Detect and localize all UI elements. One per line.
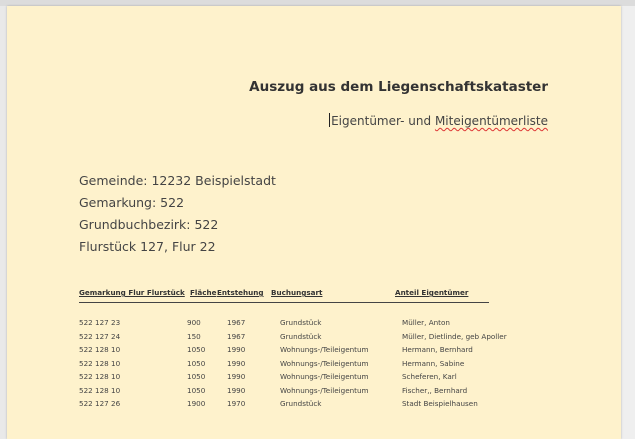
cell-eigentuemer: Müller, Anton — [402, 318, 450, 327]
header-rule — [79, 302, 489, 303]
table-row — [79, 343, 539, 357]
cell-location: 522 127 24 — [79, 331, 121, 341]
cell-entstehung: 1967 — [227, 318, 246, 327]
document-title: Auszug aus dem Liegenschaftskataster — [249, 79, 548, 95]
cell-flaeche: 900 — [187, 318, 201, 327]
cell-eigentuemer: Hermann, Bernhard — [402, 345, 473, 354]
table-row — [79, 316, 539, 330]
subtitle-prefix: Eigentümer- und — [331, 114, 435, 128]
cell-entstehung: 1990 — [227, 345, 246, 354]
grundbuchbezirk-line: Grundbuchbezirk: 522 — [79, 217, 219, 232]
gemarkung-line: Gemarkung: 522 — [79, 195, 185, 210]
document-page[interactable] — [7, 6, 621, 439]
cell-flaeche: 1900 — [187, 399, 206, 408]
cell-entstehung: 1990 — [227, 372, 246, 381]
cell-flaeche: 1050 — [187, 345, 206, 354]
table-row — [79, 370, 539, 384]
cell-location: 522 128 10 — [79, 385, 121, 395]
text-cursor — [329, 113, 330, 127]
gemeinde-line: Gemeinde: 12232 Beispielstadt — [79, 173, 276, 188]
cell-buchungsart: Grundstück — [280, 318, 322, 327]
cell-flaeche: 1050 — [187, 385, 206, 395]
table-header — [79, 288, 489, 302]
cell-location: 522 128 10 — [79, 345, 121, 354]
table-row — [79, 384, 539, 398]
header-buchungsart: Buchungsart — [271, 288, 323, 297]
flurstueck-line: Flurstück 127, Flur 22 — [79, 239, 216, 254]
document-subtitle[interactable] — [329, 113, 548, 128]
cell-location: 522 127 26 — [79, 399, 121, 408]
table-row — [79, 330, 539, 344]
cell-entstehung: 1970 — [227, 399, 246, 408]
header-eigentuemer: Anteil Eigentümer — [395, 288, 469, 297]
cell-entstehung: 1990 — [227, 358, 246, 368]
cell-location: 522 128 10 — [79, 358, 121, 368]
cell-eigentuemer: Stadt Beispielhausen — [402, 399, 478, 408]
cell-buchungsart: Wohnungs-/Teileigentum — [280, 372, 369, 381]
cell-flaeche: 1050 — [187, 372, 206, 381]
cell-entstehung: 1967 — [227, 331, 246, 341]
vertical-scrollbar[interactable] — [621, 6, 635, 439]
cell-entstehung: 1990 — [227, 385, 246, 395]
cell-buchungsart: Grundstück — [280, 399, 322, 408]
cell-eigentuemer: Müller, Dietlinde, geb Apoller — [402, 331, 507, 341]
cell-eigentuemer: Fischer,, Bernhard — [402, 385, 468, 395]
cell-buchungsart: Wohnungs-/Teileigentum — [280, 385, 369, 395]
table-row — [79, 397, 539, 411]
header-entstehung: Entstehung — [217, 288, 264, 297]
cell-location: 522 127 23 — [79, 318, 121, 327]
cell-flaeche: 1050 — [187, 358, 206, 368]
cell-buchungsart: Grundstück — [280, 331, 322, 341]
table-body — [79, 316, 539, 411]
cell-eigentuemer: Scheferen, Karl — [402, 372, 457, 381]
parcel-info — [79, 170, 276, 258]
header-flaeche: Fläche — [190, 288, 217, 297]
table-row — [79, 357, 539, 371]
spellcheck-word[interactable]: Miteigentümerliste — [434, 114, 548, 128]
cell-location: 522 128 10 — [79, 372, 121, 381]
cell-eigentuemer: Hermann, Sabine — [402, 358, 465, 368]
cell-flaeche: 150 — [187, 331, 201, 341]
cell-buchungsart: Wohnungs-/Teileigentum — [280, 345, 369, 354]
header-location: Gemarkung Flur Flurstück — [79, 288, 185, 297]
cell-buchungsart: Wohnungs-/Teileigentum — [280, 358, 369, 368]
